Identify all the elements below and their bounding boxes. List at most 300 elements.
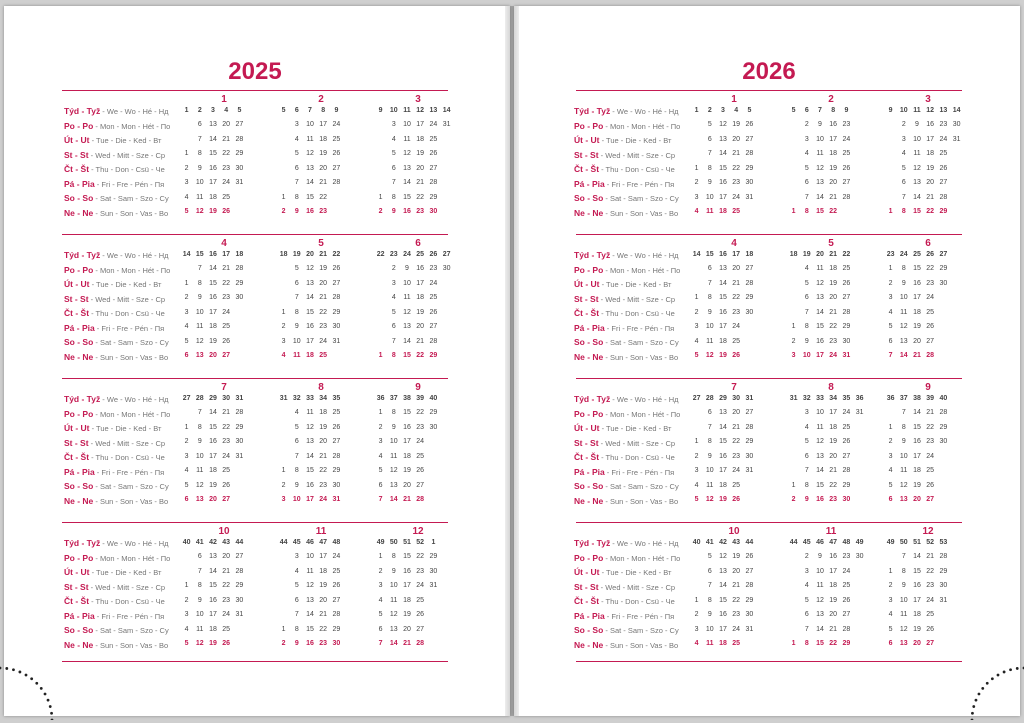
day-date: 14 — [306, 452, 314, 460]
week-number: 31 — [235, 395, 244, 402]
day-date: 19 — [732, 553, 741, 560]
day-date: 15 — [816, 481, 824, 489]
hole-dot — [47, 699, 50, 702]
divider-line — [62, 522, 448, 523]
day-date: 26 — [842, 279, 851, 287]
day-date: 19 — [913, 481, 921, 489]
sunday-date: 10 — [802, 352, 811, 359]
sunday-date: 19 — [209, 208, 217, 215]
week-number: 14 — [182, 251, 191, 258]
day-date: 17 — [913, 294, 921, 301]
weekday-label-short: Ne - Ne — [64, 351, 94, 362]
day-date: 20 — [732, 135, 741, 143]
month-number: 4 — [221, 238, 227, 249]
weekday-label-languages: - Sun - Son - Vas - Во — [93, 496, 169, 506]
day-date: 25 — [732, 337, 741, 345]
day-date: 9 — [818, 121, 822, 128]
day-date: 2 — [694, 452, 699, 460]
day-date: 15 — [403, 193, 411, 201]
weekday-label — [574, 263, 680, 278]
year-title: 2025 — [228, 58, 282, 85]
day-date: 3 — [694, 193, 699, 201]
week-number: 31 — [745, 395, 754, 402]
day-date: 11 — [816, 582, 824, 589]
day-date: 17 — [319, 121, 328, 128]
day-date: 30 — [235, 294, 244, 301]
week-number: 2 — [197, 107, 202, 114]
weekday-label-languages: - Sat - Sam - Szo - Су — [93, 194, 169, 203]
day-date: 11 — [913, 150, 921, 157]
day-date: 25 — [926, 611, 935, 618]
day-date: 8 — [707, 294, 712, 301]
month-number: 8 — [828, 382, 834, 393]
day-date: 12 — [719, 553, 727, 560]
day-date: 23 — [222, 164, 231, 172]
weekday-label-languages: - We - Wo - Hé - Нд — [100, 395, 169, 404]
day-date: 4 — [378, 452, 383, 460]
weekday-label — [574, 638, 678, 653]
week-number: 27 — [182, 395, 191, 402]
day-date: 10 — [389, 438, 398, 445]
day-date: 1 — [694, 294, 699, 301]
day-date: 3 — [184, 611, 189, 618]
day-date: 5 — [804, 596, 809, 604]
day-date: 26 — [332, 265, 341, 272]
day-date: 29 — [235, 279, 244, 287]
day-date: 27 — [745, 567, 754, 575]
day-date: 24 — [429, 279, 438, 287]
week-number: 51 — [913, 539, 921, 546]
week-number: 40 — [182, 539, 191, 546]
day-date: 12 — [816, 438, 824, 445]
day-date: 3 — [888, 596, 893, 604]
day-date: 29 — [842, 323, 851, 330]
day-date: 9 — [197, 294, 202, 301]
day-date: 18 — [403, 452, 411, 460]
day-date: 1 — [184, 279, 189, 287]
day-date: 26 — [332, 150, 341, 157]
day-date: 5 — [707, 121, 712, 128]
weekday-label-languages: - Mon - Mon - Hét - По — [93, 265, 171, 275]
weekday-label — [574, 565, 671, 580]
day-date: 17 — [209, 611, 217, 618]
day-date: 31 — [939, 596, 948, 604]
weekday-label-languages: - Sun - Son - Vas - Во — [93, 352, 169, 362]
hole-dot — [12, 668, 15, 671]
day-date: 20 — [416, 164, 425, 172]
day-date: 26 — [926, 323, 935, 330]
sunday-date: 27 — [926, 640, 935, 647]
weekday-label — [574, 104, 679, 119]
sunday-date: 6 — [184, 496, 189, 503]
day-date: 27 — [842, 452, 851, 460]
day-date: 22 — [829, 323, 838, 330]
day-date: 23 — [926, 438, 935, 445]
weekday-label-languages: - We - Wo - Hé - Нд — [610, 539, 679, 548]
week-number: 17 — [732, 251, 741, 258]
week-number: 1 — [431, 539, 436, 546]
day-date: 11 — [403, 135, 411, 143]
week-number: 47 — [829, 539, 838, 546]
weekday-label-short: Pá - Pia — [64, 178, 95, 189]
week-number: 49 — [376, 539, 385, 546]
month-number: 1 — [221, 94, 227, 105]
day-date: 7 — [901, 409, 906, 416]
day-date: 12 — [306, 582, 314, 589]
day-date: 25 — [732, 481, 741, 489]
weekday-label — [574, 335, 679, 350]
sunday-date: 16 — [403, 208, 411, 215]
month-number: 2 — [828, 94, 834, 105]
day-date: 14 — [719, 582, 727, 589]
day-date: 30 — [745, 452, 754, 460]
day-date: 13 — [816, 179, 824, 186]
week-number: 28 — [195, 395, 204, 402]
day-date: 20 — [926, 179, 935, 186]
weekday-label-languages: - Thu - Don - Csü - Чe — [89, 597, 165, 606]
weekday-label-languages: - Fri - Fre - Pén - Пя — [604, 323, 675, 333]
weekday-label — [64, 248, 169, 263]
day-date: 14 — [719, 279, 727, 287]
day-date: 9 — [901, 438, 906, 445]
day-date: 21 — [732, 423, 741, 431]
weekday-label-short: Po - Po — [574, 120, 604, 131]
sunday-date: 2 — [378, 208, 383, 215]
day-date: 16 — [913, 582, 921, 589]
day-date: 7 — [804, 625, 809, 633]
weekday-label-languages: - Sat - Sam - Szo - Су — [603, 482, 679, 491]
week-number: 3 — [721, 107, 725, 114]
week-number: 30 — [732, 395, 741, 402]
week-number: 6 — [294, 107, 299, 114]
sunday-date: 12 — [705, 496, 714, 503]
week-number: 13 — [429, 107, 438, 114]
year-title: 2026 — [742, 58, 796, 85]
day-date: 28 — [939, 553, 948, 560]
weekday-label — [64, 494, 168, 509]
day-date: 6 — [294, 279, 299, 287]
day-date: 21 — [732, 279, 741, 287]
weekday-label-languages: - Mon - Mon - Hét - По — [93, 121, 171, 131]
weekday-label-languages: - We - Wo - Hé - Нд — [100, 251, 169, 260]
sunday-date: 22 — [416, 352, 425, 359]
day-date: 8 — [804, 323, 809, 330]
day-date: 15 — [913, 265, 921, 272]
day-date: 6 — [391, 323, 396, 330]
sunday-date: 25 — [732, 640, 741, 647]
day-date: 12 — [719, 121, 727, 128]
weekday-label-short: Týd - Tyž — [64, 250, 101, 260]
day-date: 22 — [829, 481, 838, 489]
day-date: 17 — [913, 452, 921, 460]
weekday-label-languages: - We - Wo - Hé - Нд — [100, 539, 169, 548]
quarter-block — [514, 234, 1020, 378]
hole-dot — [971, 719, 974, 720]
day-date: 28 — [842, 193, 851, 201]
day-date: 10 — [705, 625, 714, 633]
sunday-date: 3 — [281, 496, 286, 503]
day-date: 24 — [732, 323, 741, 330]
day-date: 11 — [816, 265, 824, 272]
sunday-date: 26 — [732, 496, 741, 503]
day-date: 29 — [235, 582, 244, 589]
day-date: 25 — [416, 452, 425, 460]
day-date: 1 — [378, 409, 383, 416]
day-date: 13 — [816, 294, 824, 301]
week-number: 6 — [804, 107, 809, 114]
sunday-date: 20 — [913, 496, 921, 503]
weekday-label — [574, 421, 671, 436]
day-date: 11 — [900, 467, 908, 474]
sunday-date: 26 — [222, 208, 231, 215]
day-date: 24 — [222, 611, 231, 618]
day-date: 9 — [818, 553, 822, 560]
day-date: 28 — [745, 582, 754, 589]
day-date: 28 — [332, 294, 341, 301]
day-date: 3 — [184, 308, 189, 316]
sunday-date: 21 — [403, 496, 411, 503]
day-date: 8 — [391, 409, 396, 416]
day-date: 24 — [842, 409, 851, 416]
day-date: 3 — [294, 553, 299, 560]
day-date: 26 — [416, 467, 425, 474]
day-date: 28 — [332, 452, 341, 460]
day-date: 26 — [842, 164, 851, 172]
week-number: 18 — [789, 251, 798, 258]
weekday-label — [574, 292, 675, 307]
day-date: 21 — [222, 567, 231, 575]
day-date: 23 — [842, 121, 851, 128]
month-number: 2 — [318, 94, 324, 105]
weekday-label — [574, 248, 679, 263]
divider-line — [576, 90, 962, 91]
day-date: 3 — [378, 438, 383, 445]
day-date: 11 — [390, 596, 398, 604]
sunday-date: 6 — [888, 640, 893, 647]
weekday-label-languages: - Fri - Fre - Pén - Пя — [94, 323, 165, 333]
day-date: 16 — [829, 121, 838, 128]
day-date: 16 — [719, 611, 727, 618]
day-date: 26 — [842, 596, 851, 604]
day-date: 8 — [294, 193, 299, 201]
day-date: 22 — [732, 438, 741, 445]
day-date: 29 — [745, 596, 754, 604]
day-date: 7 — [197, 135, 202, 143]
day-date: 29 — [332, 308, 341, 316]
day-date: 28 — [745, 423, 754, 431]
day-date: 18 — [209, 625, 217, 633]
day-date: 30 — [235, 438, 244, 445]
day-date: 11 — [900, 611, 908, 618]
weekday-label — [574, 494, 678, 509]
day-date: 25 — [416, 596, 425, 604]
day-date: 3 — [888, 452, 893, 460]
hole-dot — [986, 682, 989, 685]
weekday-label-languages: - Mon - Mon - Hét - По — [93, 553, 171, 563]
day-date: 12 — [306, 150, 314, 157]
hole-dot — [975, 699, 978, 702]
day-date: 15 — [306, 308, 314, 316]
day-date: 26 — [332, 423, 341, 431]
weekday-label-short: St - St — [574, 437, 599, 448]
day-date: 12 — [816, 279, 824, 287]
month-number: 11 — [825, 526, 837, 537]
month-number: 7 — [221, 382, 227, 393]
day-date: 2 — [804, 121, 809, 128]
weekday-label — [574, 191, 679, 206]
day-date: 15 — [306, 625, 314, 633]
day-date: 20 — [403, 481, 411, 489]
weekday-label — [574, 450, 675, 465]
divider-line — [62, 234, 448, 235]
day-date: 9 — [197, 596, 202, 604]
day-date: 25 — [332, 567, 341, 575]
day-date: 14 — [719, 150, 727, 157]
day-date: 9 — [197, 164, 202, 172]
day-date: 7 — [294, 294, 299, 301]
day-date: 23 — [842, 553, 851, 560]
day-date: 20 — [222, 121, 231, 128]
weekday-label-short: Po - Po — [64, 552, 94, 563]
weekday-label-short: Týd - Tyž — [64, 538, 101, 548]
day-date: 15 — [209, 279, 217, 287]
day-date: 11 — [196, 625, 204, 633]
sunday-date: 13 — [899, 640, 908, 647]
week-number: 23 — [886, 251, 895, 258]
week-number: 5 — [281, 107, 286, 114]
day-date: 16 — [403, 567, 411, 575]
weekday-label-languages: - Fri - Fre - Pén - Пя — [604, 467, 675, 477]
day-date: 22 — [319, 308, 328, 316]
day-date: 3 — [804, 567, 809, 575]
day-date: 24 — [732, 193, 741, 201]
day-date: 24 — [842, 135, 851, 143]
day-date: 29 — [332, 467, 341, 474]
day-date: 1 — [791, 323, 796, 330]
day-date: 13 — [719, 409, 727, 416]
day-date: 16 — [306, 323, 314, 330]
day-date: 12 — [389, 611, 398, 618]
day-date: 20 — [732, 409, 741, 416]
sunday-date: 20 — [209, 352, 217, 359]
day-date: 17 — [829, 409, 838, 416]
sunday-date: 27 — [222, 352, 231, 359]
week-number: 16 — [209, 251, 217, 258]
day-date: 9 — [294, 481, 299, 489]
hole-dot — [5, 667, 8, 670]
day-date: 18 — [319, 409, 328, 416]
day-date: 4 — [888, 611, 893, 618]
weekday-label — [64, 263, 170, 278]
day-date: 21 — [829, 193, 838, 201]
day-date: 3 — [804, 135, 809, 143]
day-date: 29 — [745, 164, 754, 172]
weekday-label — [64, 407, 170, 422]
week-number: 12 — [926, 107, 935, 114]
weekday-label-languages: - Mon - Mon - Hét - По — [603, 265, 681, 275]
week-number: 42 — [719, 539, 727, 546]
weekday-label-languages: - Fri - Fre - Pén - Пя — [94, 179, 165, 189]
week-number: 33 — [816, 395, 824, 402]
weekday-label-languages: - Sat - Sam - Szo - Су — [93, 338, 169, 347]
weekday-label-languages: - Tue - Die - Ked - Вт — [89, 568, 162, 577]
day-date: 5 — [378, 611, 383, 618]
weekday-label-short: Čt - Št — [574, 596, 600, 606]
day-date: 10 — [389, 582, 398, 589]
day-date: 14 — [913, 553, 921, 560]
week-number: 16 — [719, 251, 727, 258]
week-number: 2 — [707, 107, 712, 114]
day-date: 23 — [416, 567, 425, 575]
day-date: 22 — [319, 193, 328, 201]
day-date: 26 — [939, 164, 948, 172]
day-date: 18 — [403, 596, 411, 604]
week-number: 19 — [802, 251, 811, 258]
weekday-label-languages: - Thu - Don - Csü - Чe — [599, 165, 675, 174]
day-date: 13 — [816, 452, 824, 460]
weekday-label — [64, 177, 164, 192]
day-date: 25 — [222, 193, 231, 201]
sunday-date: 31 — [332, 496, 341, 503]
day-date: 21 — [732, 582, 741, 589]
day-date: 14 — [209, 567, 217, 575]
day-date: 5 — [888, 625, 893, 633]
day-date: 27 — [939, 179, 948, 186]
sunday-date: 12 — [195, 208, 204, 215]
weekday-label-short: Út - Ut — [64, 279, 90, 289]
weekday-label — [64, 104, 169, 119]
day-date: 22 — [732, 596, 741, 604]
weekday-label-short: Út - Ut — [574, 135, 600, 145]
day-date: 2 — [184, 438, 189, 445]
week-number: 17 — [222, 251, 231, 258]
day-date: 2 — [694, 179, 699, 186]
week-number: 37 — [899, 395, 908, 402]
day-date: 27 — [416, 481, 425, 489]
sunday-date: 11 — [706, 208, 714, 215]
weekday-label — [574, 148, 675, 163]
divider-line — [576, 234, 962, 235]
day-date: 18 — [926, 150, 935, 157]
weekday-label-languages: - We - Wo - Hé - Нд — [610, 107, 679, 116]
hole-dot — [50, 712, 53, 715]
day-date: 8 — [804, 481, 809, 489]
day-date: 5 — [901, 164, 906, 172]
day-date: 12 — [816, 164, 824, 172]
sunday-date: 13 — [899, 496, 908, 503]
quarter-block — [514, 522, 1020, 666]
week-number: 13 — [939, 107, 948, 114]
week-number: 24 — [403, 251, 411, 258]
day-date: 21 — [829, 625, 838, 633]
week-number: 19 — [292, 251, 301, 258]
day-date: 5 — [184, 337, 189, 345]
weekday-label — [64, 436, 165, 451]
weekday-label-languages: - Sat - Sam - Szo - Су — [93, 626, 169, 635]
day-date: 17 — [209, 452, 217, 460]
weekday-label-short: So - So — [64, 337, 94, 347]
weekday-label — [64, 277, 161, 292]
weekday-label — [64, 321, 164, 336]
week-number: 4 — [734, 107, 739, 114]
weekday-label-languages: - Tue - Die - Ked - Вт — [599, 280, 672, 289]
sunday-date: 24 — [829, 352, 838, 359]
weekday-label-short: St - St — [64, 581, 89, 592]
weekday-label-short: St - St — [64, 293, 89, 304]
day-date: 7 — [197, 409, 202, 416]
weekday-label-short: Pá - Pia — [574, 178, 605, 189]
sunday-date: 15 — [403, 352, 411, 359]
